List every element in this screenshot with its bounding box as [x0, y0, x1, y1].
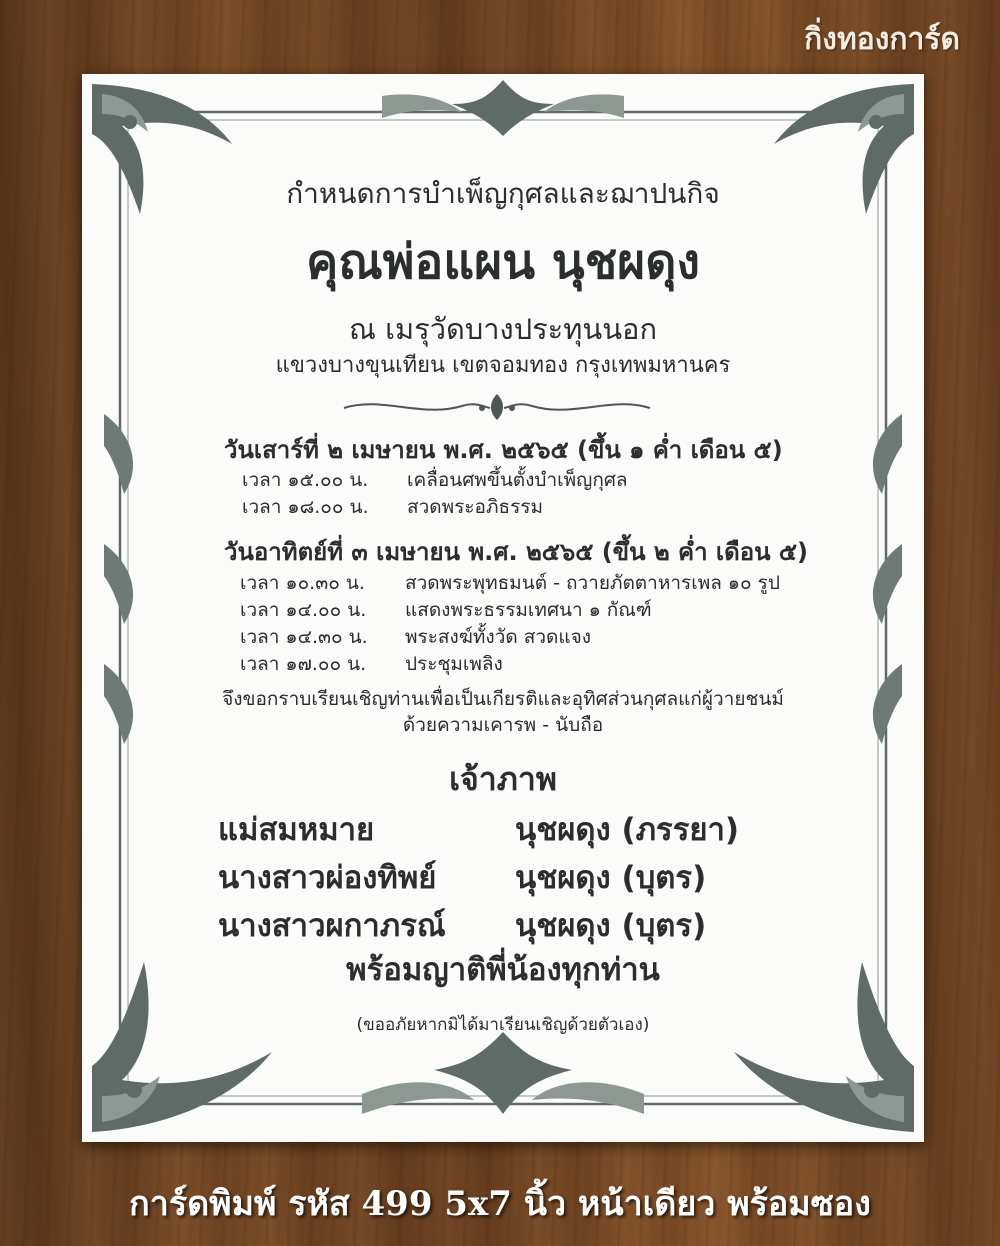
host-surname-relation: นุชผดุง (บุตร)	[515, 860, 707, 896]
event-time: เวลา ๑๔.๐๐ น.	[240, 599, 367, 621]
venue: ณ เมรุวัดบางประทุนนอก	[349, 312, 657, 346]
venue-address: แขวงบางขุนเทียน เขตจอมทอง กรุงเทพมหานคร	[275, 353, 731, 378]
host-surname-relation: นุชผดุง (ภรรยา)	[515, 812, 740, 848]
flourish-divider	[342, 392, 652, 422]
invitation-text: จึงขอกราบเรียนเชิญท่านเพื่อเป็นเกียรติและอุทิศส่วนกุศลแก่ผู้วายชนม์	[222, 688, 784, 710]
event-activity: สวดพระพุทธมนต์ - ถวายภัตตาหารเพล ๑๐ รูป	[405, 572, 780, 594]
hosts-title: เจ้าภาพ	[449, 760, 557, 798]
host-name: นางสาวผ่องทิพย์	[218, 860, 437, 896]
day-1-label: วันเสาร์ที่ ๒ เมษายน พ.ศ. ๒๕๖๕ (ขึ้น ๑ ค่ำ เดือน ๕)	[224, 436, 783, 464]
event-time: เวลา ๑๕.๐๐ น.	[242, 469, 369, 491]
shop-watermark: กิ่งทองการ์ด	[804, 22, 960, 57]
event-time: เวลา ๑๗.๐๐ น.	[240, 653, 367, 675]
apology-note: (ขออภัยหากมิได้มาเรียนเชิญด้วยตัวเอง)	[356, 1015, 650, 1035]
event-activity: ประชุมเพลิง	[405, 653, 503, 675]
host-name: นางสาวผกาภรณ์	[218, 908, 446, 944]
event-activity: พระสงฆ์ทั้งวัด สวดแจง	[405, 626, 592, 648]
event-time: เวลา ๑๐.๓๐ น.	[240, 572, 365, 594]
host-surname-relation: นุชผดุง (บุตร)	[515, 908, 707, 944]
event-activity: เคลื่อนศพขึ้นตั้งบำเพ็ญกุศล	[407, 469, 628, 491]
host-name: แม่สมหมาย	[218, 812, 375, 848]
product-caption: การ์ดพิมพ์ รหัส 499 5x7 นิ้ว หน้าเดียว พร้อมซอง	[129, 1184, 871, 1224]
event-activity: แสดงพระธรรมเทศนา ๑ กัณฑ์	[405, 599, 652, 621]
relatives-line: พร้อมญาติพี่น้องทุกท่าน	[346, 952, 660, 988]
event-time: เวลา ๑๘.๐๐ น.	[242, 496, 369, 518]
event-time: เวลา ๑๔.๓๐ น.	[240, 626, 368, 648]
funeral-card	[82, 74, 924, 1142]
deceased-name: คุณพ่อแผน นุชผดุง	[306, 234, 700, 290]
card-heading: กำหนดการบำเพ็ญกุศลและฌาปนกิจ	[286, 177, 720, 210]
event-activity: สวดพระอภิธรรม	[407, 496, 544, 518]
day-2-label: วันอาทิตย์ที่ ๓ เมษายน พ.ศ. ๒๕๖๕ (ขึ้น ๒ ค่ำ เดือน ๕)	[224, 538, 809, 566]
respect-line: ด้วยความเคารพ - นับถือ	[402, 714, 604, 736]
